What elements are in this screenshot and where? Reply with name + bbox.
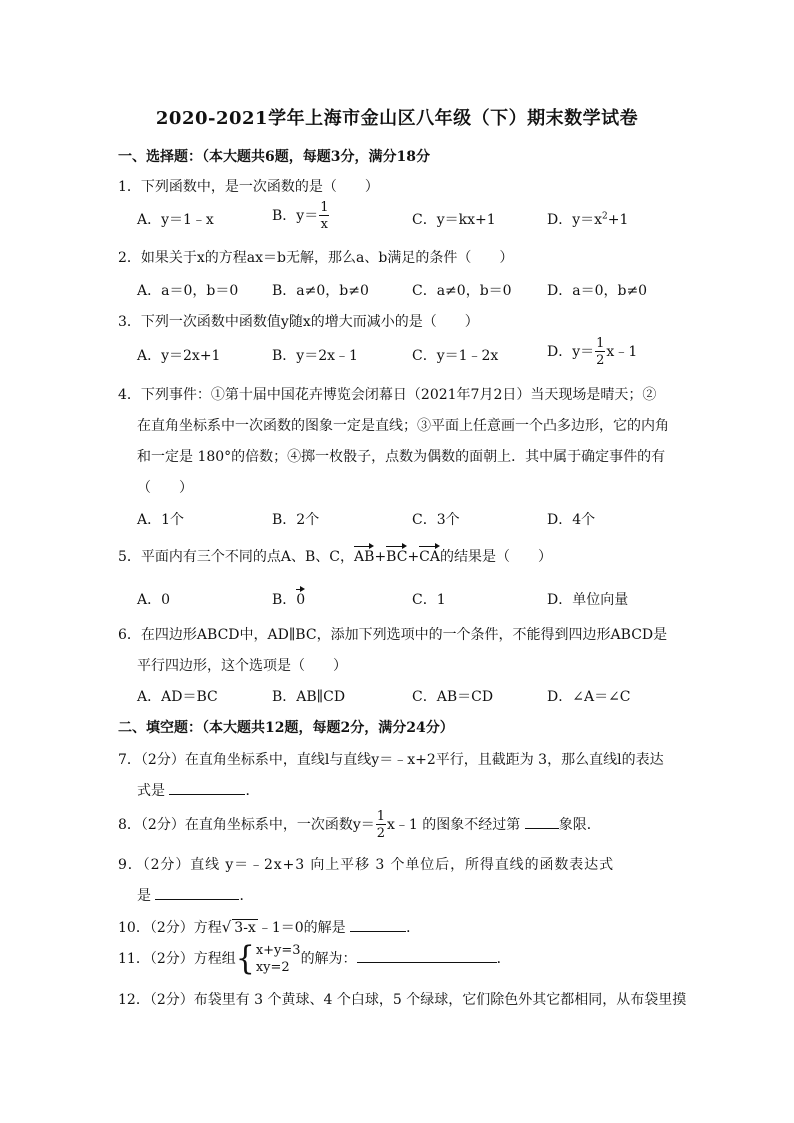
q5-stem: 5．平面内有三个不同的点A、B、C，AB+BC+CA的结果是（ ）: [118, 549, 552, 565]
q4-line-1: 4．下列事件：①第十届中国花卉博览会闭幕日（2021年7月2日）当天现场是晴天；②: [118, 387, 657, 403]
q8-answer-blank[interactable]: [525, 816, 559, 829]
q3-fraction: $\frac{1}{2}$: [596, 336, 605, 368]
exam-title: 2020-2021学年上海市金山区八年级（下）期末数学试卷: [155, 108, 639, 129]
zero-vector: 0: [296, 592, 306, 608]
vector-ca: CA: [419, 549, 440, 565]
q6-option-c: C．AB＝CD: [412, 689, 494, 705]
section-2-header: 二、填空题：（本大题共12题，每题2分，满分24分）: [118, 720, 454, 736]
q4-line-3: 和一定是 180°的倍数；④掷一枚骰子，点数为偶数的面朝上．其中属于确定事件的有: [137, 449, 666, 465]
q5-option-a: A．0: [137, 592, 171, 608]
left-brace-icon: {: [235, 939, 255, 978]
q4-option-c: C．3个: [412, 512, 460, 528]
q6-line-1: 6．在四边形ABCD中，AD∥BC，添加下列选项中的一个条件，不能得到四边形ABCD是: [118, 627, 668, 643]
q1-stem: 1．下列函数中，是一次函数的是（ ）: [118, 179, 379, 195]
q2-option-b: B．a≠0，b≠0: [272, 283, 369, 299]
q9-line-1: 9．（2分）直线 y＝﹣2x+3 向上平移 3 个单位后，所得直线的函数表达式: [118, 857, 614, 873]
q2-option-a: A．a＝0，b＝0: [137, 283, 239, 299]
q2-stem: 2．如果关于x的方程ax＝b无解，那么a、b满足的条件（ ）: [118, 250, 514, 266]
q4-option-b: B．2个: [272, 512, 320, 528]
q1-option-b: B．y＝ $\frac{1}{x}$: [272, 200, 329, 232]
q1-fraction: $\frac{1}{x}$: [320, 200, 329, 232]
q4-option-d: D．4个: [547, 512, 596, 528]
q10-answer-blank[interactable]: [350, 919, 406, 932]
section-1-header: 一、选择题：（本大题共6题，每题3分，满分18分: [118, 149, 430, 165]
q5-option-b: B．0: [272, 592, 306, 608]
q6-option-a: A．AD＝BC: [137, 689, 218, 705]
q1-option-a: A．y＝1﹣x: [137, 212, 214, 228]
q11-equation-system: x+y=3 xy=2: [255, 943, 301, 975]
q3-option-b: B．y＝2x﹣1: [272, 348, 358, 364]
q4-line-4: （ ）: [137, 480, 193, 496]
q3-option-a: A．y＝2x+1: [137, 348, 221, 364]
q7-answer-blank[interactable]: [169, 782, 245, 795]
q5-option-c: C．1: [412, 592, 446, 608]
q11-answer-blank[interactable]: [357, 950, 497, 963]
q6-option-b: B．AB∥CD: [272, 689, 346, 705]
q6-line-2: 平行四边形，这个选项是（ ）: [137, 658, 347, 674]
q10-radicand: 3-x: [234, 920, 256, 936]
q4-line-2: 在直角坐标系中一次函数的图象一定是直线；③平面上任意画一个凸多边形，它的内角: [137, 418, 669, 434]
q2-option-c: C．a≠0，b＝0: [412, 283, 512, 299]
q4-option-a: A．1个: [137, 512, 185, 528]
q9-answer-blank[interactable]: [155, 887, 239, 900]
q7-line-2: 式是 ．: [137, 783, 260, 799]
q6-option-d: D．∠A＝∠C: [547, 689, 631, 705]
q8-fraction: $\frac{1}{2}$: [376, 809, 386, 841]
q3-stem: 3．下列一次函数中函数值y随x的增大而减小的是（ ）: [118, 314, 479, 330]
q7-line-1: 7．（2分）在直角坐标系中，直线l与直线y＝﹣x+2平行，且截距为 3，那么直线l的表达: [118, 752, 664, 768]
q9-line-2: 是 ．: [137, 888, 254, 904]
q12-line-1: 12．（2分）布袋里有 3 个黄球、4 个白球，5 个绿球，它们除色外其它都相同，从布袋里摸: [118, 992, 687, 1008]
vector-bc: BC: [386, 549, 408, 565]
sqrt-sign-icon: √: [221, 918, 232, 936]
q3-option-c: C．y＝1﹣2x: [412, 348, 499, 364]
q1-option-c: C．y＝kx+1: [412, 212, 496, 228]
q8-line: 8．（2分）在直角坐标系中，一次函数y＝ $\frac{1}{2}$ x﹣1 的图象不经过第 象限．: [118, 809, 601, 841]
q3-option-d: D．y＝ $\frac{1}{2}$ x﹣1: [547, 336, 638, 368]
vector-ab: AB: [354, 549, 375, 565]
q2-option-d: D．a＝0，b≠0: [547, 283, 648, 299]
q5-option-d: D．单位向量: [547, 592, 629, 608]
q10-line: 10．（2分）方程√ 3-x ﹣1＝0的解是 ．: [118, 918, 421, 936]
q1-option-d: D．$y=x^2+1$: [547, 211, 629, 228]
q11-line: 11．（2分）方程组{ x+y=3 xy=2 的解为： ．: [118, 939, 511, 978]
